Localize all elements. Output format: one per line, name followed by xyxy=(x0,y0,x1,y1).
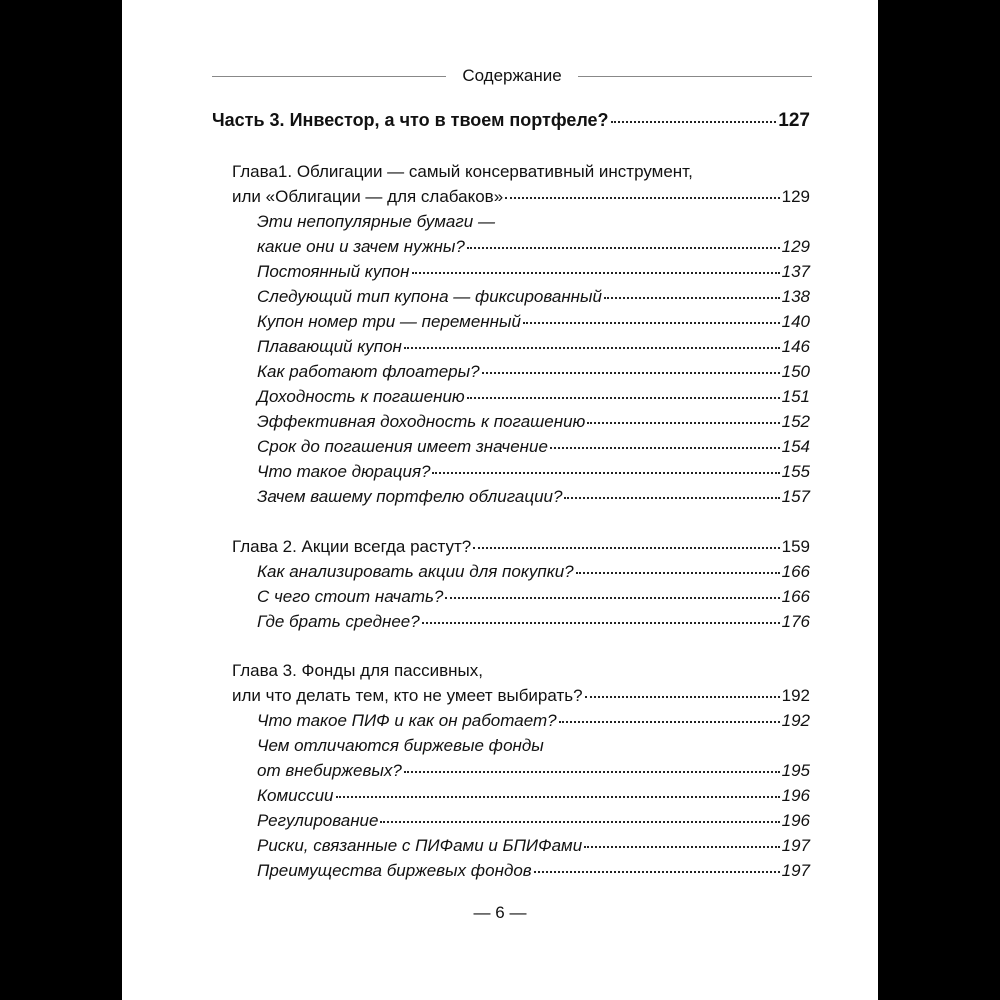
dot-leader xyxy=(445,589,779,599)
toc-section-title: Купон номер три — переменный xyxy=(257,312,521,331)
toc-page-number: 150 xyxy=(781,362,810,381)
dot-leader xyxy=(585,688,780,698)
dot-leader xyxy=(412,264,780,274)
toc-section[interactable] xyxy=(257,783,810,808)
toc-section[interactable] xyxy=(257,334,810,359)
toc-section-title: Зачем вашему портфелю облигации? xyxy=(257,487,563,506)
toc-page-number: 155 xyxy=(781,462,810,481)
toc-section-title: Срок до погашения имеет значение xyxy=(257,437,548,456)
dot-leader xyxy=(587,414,779,424)
header-rule-left xyxy=(212,76,446,77)
page-number-footer: — 6 — xyxy=(473,903,527,922)
toc-chapter-1-line1: Глава1. Облигации — самый консервативный инструмент, xyxy=(232,162,693,181)
dot-leader xyxy=(336,788,780,798)
dot-leader xyxy=(550,439,780,449)
toc-section[interactable] xyxy=(257,484,810,509)
toc-page-number: 195 xyxy=(781,761,810,780)
toc-part-3[interactable] xyxy=(212,108,810,133)
toc-chapter-title: или что делать тем, кто не умеет выбирать? xyxy=(232,686,583,705)
toc-chapter-3-line1: Глава 3. Фонды для пассивных, xyxy=(232,661,483,680)
toc-page-number: 166 xyxy=(781,562,810,581)
toc-page-number: 138 xyxy=(781,287,810,306)
toc-section-title: Как анализировать акции для покупки? xyxy=(257,562,574,581)
toc-section[interactable] xyxy=(257,459,810,484)
toc-section-title: Риски, связанные с ПИФами и БПИФами xyxy=(257,836,583,855)
toc-section-title: С чего стоит начать? xyxy=(257,587,444,606)
toc-section-title: какие они и зачем нужны? xyxy=(257,237,465,256)
toc-section-title: Преимущества биржевых фондов xyxy=(257,861,532,880)
dot-leader xyxy=(559,713,780,723)
toc-page-number: 127 xyxy=(778,110,810,131)
toc-section-line1: Эти непопулярные бумаги — xyxy=(257,212,495,231)
toc-section[interactable] xyxy=(257,384,810,409)
toc-page-number: 166 xyxy=(781,587,810,606)
toc-section[interactable] xyxy=(257,808,810,833)
toc-section[interactable] xyxy=(257,609,810,634)
running-header xyxy=(212,62,812,90)
dot-leader xyxy=(482,364,780,374)
dot-leader xyxy=(404,339,780,349)
toc-chapter-title: Глава 2. Акции всегда растут? xyxy=(232,537,472,556)
toc-chapter-2[interactable] xyxy=(232,534,810,559)
dot-leader xyxy=(576,564,780,574)
toc-page-number: 197 xyxy=(781,836,810,855)
toc-section[interactable] xyxy=(257,359,810,384)
toc-section[interactable] xyxy=(257,309,810,334)
dot-leader xyxy=(564,489,779,499)
toc-page-number: 137 xyxy=(781,262,810,281)
toc-section-title: Что такое ПИФ и как он работает? xyxy=(257,711,557,730)
dot-leader xyxy=(584,838,779,848)
toc-section-title: Как работают флоатеры? xyxy=(257,362,480,381)
toc-page-number: 176 xyxy=(781,612,810,631)
toc-chapter-1[interactable] xyxy=(232,184,810,209)
toc-page-number: 146 xyxy=(781,337,810,356)
toc-section-line1: Чем отличаются биржевые фонды xyxy=(257,736,544,755)
dot-leader xyxy=(380,813,779,823)
toc-section[interactable] xyxy=(257,708,810,733)
toc-section-title: Где брать среднее? xyxy=(257,612,420,631)
toc-page-number: 159 xyxy=(781,537,810,556)
toc-page-number: 151 xyxy=(781,387,810,406)
toc-page-number: 129 xyxy=(781,187,810,206)
toc-page-number: 157 xyxy=(781,487,810,506)
dot-leader xyxy=(432,464,779,474)
dot-leader xyxy=(473,539,779,549)
toc-section-title: Плавающий купон xyxy=(257,337,402,356)
dot-leader xyxy=(611,113,777,123)
dot-leader xyxy=(467,389,780,399)
toc-page-number: 196 xyxy=(781,811,810,830)
toc-section-title: Постоянный купон xyxy=(257,262,410,281)
toc-section-title: Комиссии xyxy=(257,786,334,805)
toc-part-title: Часть 3. Инвестор, а что в твоем портфеле? xyxy=(212,110,609,130)
toc-page-number: 140 xyxy=(781,312,810,331)
toc-section[interactable] xyxy=(257,409,810,434)
toc-page-number: 154 xyxy=(781,437,810,456)
dot-leader xyxy=(523,314,780,324)
toc-section[interactable] xyxy=(257,758,810,783)
toc-section[interactable] xyxy=(257,584,810,609)
toc-section-title: Регулирование xyxy=(257,811,379,830)
dot-leader xyxy=(404,763,780,773)
toc-section-title: Доходность к погашению xyxy=(257,387,465,406)
toc-section-title: Что такое дюрация? xyxy=(257,462,431,481)
toc-page-number: 192 xyxy=(781,711,810,730)
toc-chapter-title: или «Облигации — для слабаков» xyxy=(232,187,504,206)
header-rule-right xyxy=(578,76,812,77)
toc-section-title: Следующий тип купона — фиксированный xyxy=(257,287,602,306)
toc-section-title: Эффективная доходность к погашению xyxy=(257,412,586,431)
toc-page-number: 192 xyxy=(781,686,810,705)
toc-section[interactable] xyxy=(257,284,810,309)
dot-leader xyxy=(604,289,780,299)
toc-section[interactable] xyxy=(257,833,810,858)
toc-section[interactable] xyxy=(257,434,810,459)
dot-leader xyxy=(534,863,780,873)
toc-section-title: от внебиржевых? xyxy=(257,761,402,780)
toc-section[interactable] xyxy=(257,234,810,259)
toc-section[interactable] xyxy=(257,858,810,883)
dot-leader xyxy=(422,614,780,624)
dot-leader xyxy=(467,239,780,249)
toc-page-number: 129 xyxy=(781,237,810,256)
toc-section[interactable] xyxy=(257,559,810,584)
toc-page-number: 152 xyxy=(781,412,810,431)
header-title: Содержание xyxy=(462,66,562,85)
toc-page-number: 197 xyxy=(781,861,810,880)
dot-leader xyxy=(505,189,779,199)
toc-section[interactable] xyxy=(257,259,810,284)
toc-chapter-3[interactable] xyxy=(232,683,810,708)
book-page xyxy=(122,0,878,1000)
toc-page-number: 196 xyxy=(781,786,810,805)
